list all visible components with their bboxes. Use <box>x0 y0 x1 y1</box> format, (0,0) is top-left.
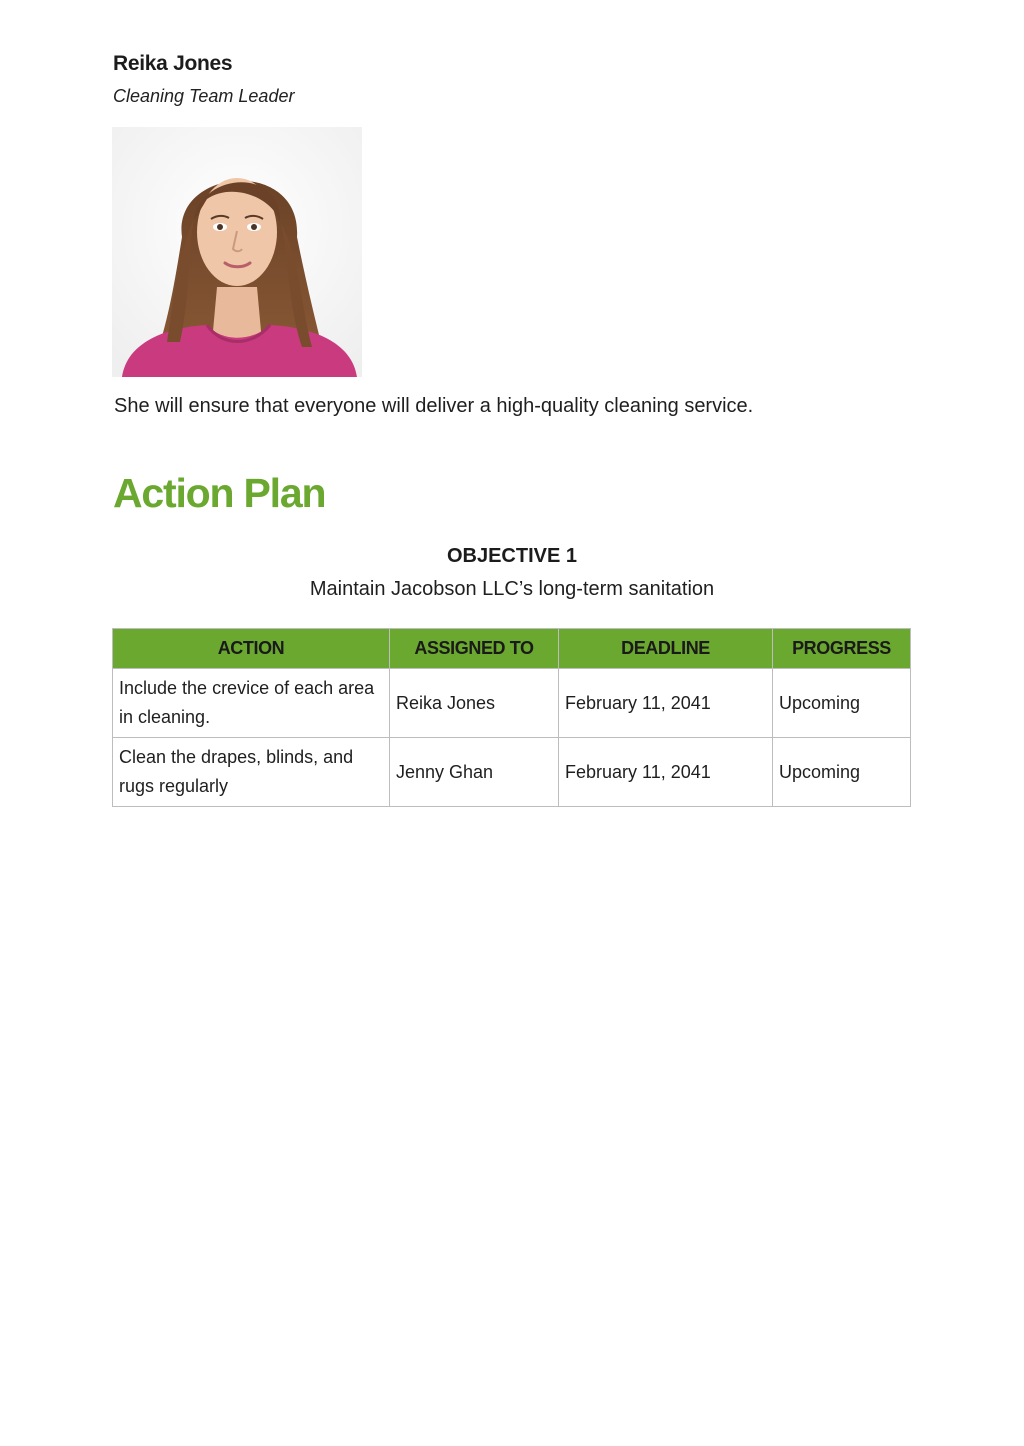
column-header-deadline: DEADLINE <box>559 629 773 669</box>
table-row <box>113 669 911 738</box>
person-name: Reika Jones <box>113 52 233 75</box>
action-plan-table <box>112 628 911 807</box>
cell-deadline: February 11, 2041 <box>559 738 773 807</box>
objective-description: Maintain Jacobson LLC’s long-term sanitation <box>309 578 715 600</box>
bio-text: She will ensure that everyone will deliver a high-quality cleaning service. <box>114 395 754 417</box>
column-header-progress: PROGRESS <box>773 629 911 669</box>
column-header-action: ACTION <box>113 629 390 669</box>
person-role: Cleaning Team Leader <box>113 86 295 106</box>
portrait-illustration <box>112 127 362 377</box>
cell-action: Clean the drapes, blinds, and rugs regularly <box>113 738 390 807</box>
cell-progress: Upcoming <box>773 738 911 807</box>
table-row <box>113 738 911 807</box>
cell-progress: Upcoming <box>773 669 911 738</box>
section-title: Action Plan <box>113 470 326 516</box>
cell-assigned-to: Jenny Ghan <box>390 738 559 807</box>
cell-assigned-to: Reika Jones <box>390 669 559 738</box>
table-header-row <box>113 629 911 669</box>
cell-action: Include the crevice of each area in cleaning. <box>113 669 390 738</box>
column-header-assigned-to: ASSIGNED TO <box>390 629 559 669</box>
portrait-photo <box>112 127 362 377</box>
objective-title: OBJECTIVE 1 <box>446 545 578 567</box>
cell-deadline: February 11, 2041 <box>559 669 773 738</box>
